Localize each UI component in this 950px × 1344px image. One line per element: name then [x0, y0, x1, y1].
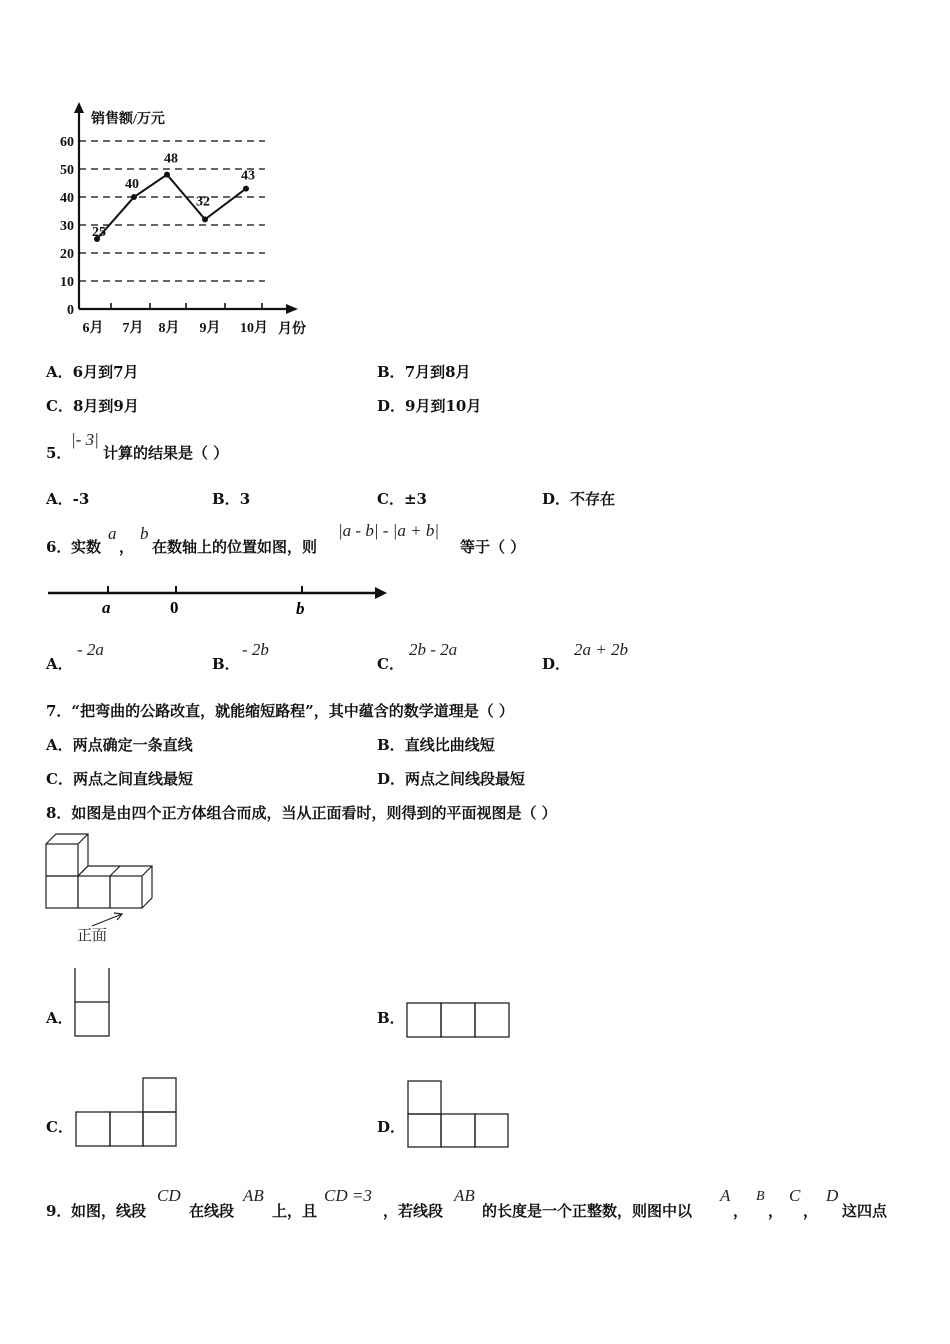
- option-a-square-bottom: [75, 1002, 109, 1036]
- q4-option-c: C．8月到9月: [46, 397, 139, 415]
- q8-stem: 8．如图是由四个正方体组合而成，当从正面看时，则得到的平面视图是（ ）: [46, 804, 557, 822]
- q9-point-d: D: [826, 1186, 839, 1205]
- data-point-9月: [202, 216, 208, 222]
- cube-bottom-1: [46, 876, 78, 908]
- q5-stem: 计算的结果是（ ）: [103, 444, 229, 462]
- axis-label-a: a: [102, 598, 111, 617]
- x-tick-label-0: 6月: [82, 321, 104, 336]
- q6-pre: 实数: [71, 538, 102, 556]
- option-c-square-top: [143, 1078, 176, 1112]
- q8-option-b-view: [404, 1000, 514, 1042]
- front-view-label: 正面: [77, 928, 108, 944]
- q6-expression: |a - b| - |a + b|: [338, 521, 439, 540]
- q9-point-a: A: [720, 1186, 731, 1205]
- q7-option-d: D．两点之间线段最短: [377, 770, 526, 788]
- data-label-7月: 40: [125, 177, 139, 192]
- q6-number: 6．: [46, 538, 72, 556]
- q6-option-c-math: 2b - 2a: [409, 640, 458, 659]
- y-tick-label-30: 30: [60, 219, 74, 234]
- q6-post: 等于（ ）: [460, 538, 526, 556]
- option-b-square-3: [475, 1003, 509, 1037]
- q5-option-d: D．不存在: [542, 490, 616, 508]
- q9-math-cd: CD: [157, 1186, 181, 1205]
- number-line-arrow: [375, 587, 387, 599]
- q6-option-d-math: 2a + 2b: [574, 640, 628, 659]
- q8-option-b-letter: B．: [377, 1009, 405, 1027]
- q5-abs-expression: |- 3|: [71, 430, 99, 449]
- q6-option-a-letter: A．: [46, 655, 73, 673]
- q8-option-c-letter: C．: [46, 1118, 73, 1136]
- q5-option-a: A．-3: [46, 490, 90, 508]
- q9-comma-1: ，: [733, 1202, 749, 1220]
- option-c-square-2: [110, 1112, 143, 1146]
- q8-option-c-view: [73, 1075, 183, 1151]
- q4-option-a: A．6月到7月: [46, 363, 139, 381]
- y-tick-label-40: 40: [60, 191, 74, 206]
- x-axis-title: 月份: [278, 322, 306, 337]
- q4-option-d: D．9月到10月: [377, 397, 482, 415]
- cube-bottom-2: [78, 876, 110, 908]
- q9-math-ab-2: AB: [454, 1186, 475, 1205]
- y-tick-label-20: 20: [60, 247, 74, 262]
- q9-text-2: 在线段: [189, 1202, 235, 1220]
- q6-option-b-letter: B．: [212, 655, 240, 673]
- data-point-8月: [164, 172, 170, 178]
- q8-option-d-letter: D．: [377, 1118, 406, 1136]
- q6-option-d-letter: D．: [542, 655, 571, 673]
- q7-option-a: A．两点确定一条直线: [46, 736, 193, 754]
- q6-var-a: a: [108, 524, 117, 543]
- q9-math-cd-eq: CD =3: [324, 1186, 372, 1205]
- q7-stem: 7．“把弯曲的公路改直，就能缩短路程”，其中蕴含的数学道理是（ ）: [46, 702, 514, 720]
- q6-mid: 在数轴上的位置如图，则: [152, 538, 318, 556]
- option-d-square-top: [408, 1081, 441, 1114]
- y-tick-label-0: 0: [67, 303, 74, 318]
- option-d-square-2: [441, 1114, 475, 1147]
- q9-number: 9．: [46, 1202, 72, 1220]
- q9-comma-3: ，: [803, 1202, 819, 1220]
- q6-option-a-math: - 2a: [77, 640, 104, 659]
- q8-option-a-view: [72, 965, 114, 1041]
- q5-option-b: B．3: [212, 490, 251, 508]
- data-point-7月: [131, 194, 137, 200]
- cube-top-front: [46, 844, 78, 876]
- q6-number-line: [44, 580, 394, 620]
- q9-point-c: C: [789, 1186, 801, 1205]
- data-label-8月: 48: [164, 151, 178, 167]
- q6-option-c-letter: C．: [377, 655, 404, 673]
- option-d-square-3: [475, 1114, 508, 1147]
- cube-bottom-depth: [78, 866, 152, 908]
- option-c-square-3: [143, 1112, 176, 1146]
- y-tick-label-50: 50: [60, 163, 74, 178]
- q8-option-d-view: [405, 1078, 515, 1152]
- y-tick-label-10: 10: [60, 275, 74, 290]
- x-tick-label-3: 9月: [199, 321, 221, 336]
- q5-number: 5．: [46, 444, 72, 462]
- option-d-square-1: [408, 1114, 441, 1147]
- x-tick-label-4: 10月: [240, 321, 268, 336]
- x-axis-arrow: [286, 304, 298, 314]
- q9-text-3: 上，且: [272, 1202, 318, 1220]
- x-tick-label-2: 8月: [158, 321, 180, 336]
- q7-option-b: B．直线比曲线短: [377, 736, 495, 754]
- q9-text-6: 这四点: [842, 1202, 888, 1220]
- q5-option-c: C．±3: [377, 490, 427, 508]
- q4-option-b: B．7月到8月: [377, 363, 471, 381]
- q9-text-4: ，若线段: [383, 1202, 444, 1220]
- y-axis-title: 销售额/万元: [91, 112, 165, 127]
- data-label-9月: 32: [196, 194, 210, 210]
- axis-label-b: b: [296, 599, 305, 618]
- series-line: [97, 175, 246, 239]
- axis-label-zero: 0: [170, 598, 179, 617]
- y-axis-arrow: [74, 102, 84, 113]
- q9-text-5: 的长度是一个正整数，则图中以: [482, 1202, 693, 1220]
- q6-comma: ，: [119, 538, 135, 556]
- q8-cube-figure: [42, 832, 172, 947]
- q9-text-1: 如图，线段: [71, 1202, 147, 1220]
- q6-option-b-math: - 2b: [242, 640, 269, 659]
- option-c-square-1: [76, 1112, 110, 1146]
- data-point-10月: [243, 186, 249, 192]
- data-label-10月: 43: [241, 168, 255, 184]
- q7-option-c: C．两点之间直线最短: [46, 770, 193, 788]
- data-label-6月: 25: [92, 225, 106, 240]
- option-b-square-1: [407, 1003, 441, 1037]
- x-tick-label-1: 7月: [122, 321, 144, 336]
- q9-math-ab: AB: [243, 1186, 264, 1205]
- sales-line-chart: [40, 100, 370, 345]
- q9-point-b: B: [756, 1189, 765, 1204]
- q9-comma-2: ，: [768, 1202, 784, 1220]
- option-b-square-2: [441, 1003, 475, 1037]
- q8-option-a-letter: A．: [46, 1009, 73, 1027]
- y-tick-label-60: 60: [60, 135, 74, 150]
- q6-var-b: b: [140, 524, 149, 543]
- cube-bottom-3: [110, 876, 142, 908]
